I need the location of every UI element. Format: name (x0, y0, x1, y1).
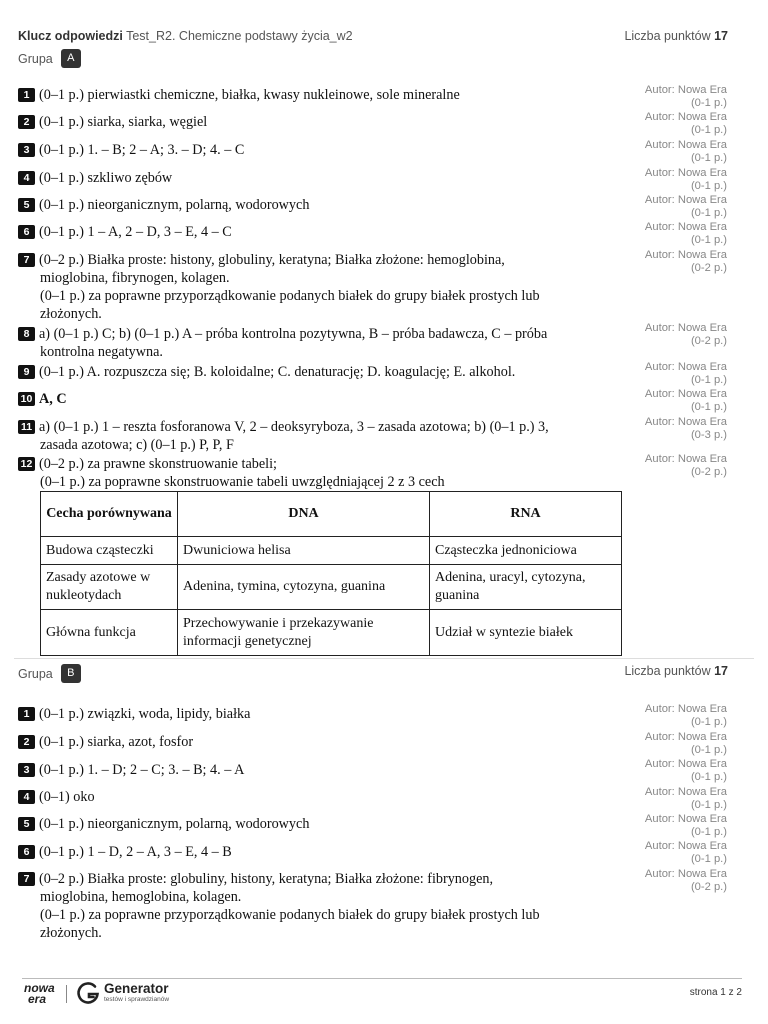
group-a-question-1: 1 (0–1 p.) pierwiastki chemiczne, białka, kwasy nukleinowe, sole mineralne (18, 86, 626, 104)
table-row (41, 537, 622, 565)
group-a-question-11: 11 a) (0–1 p.) 1 – reszta fosforanowa V, 2 – deoksyryboza, 3 – zasada azotowa; b) (0–1 p.) 3, zasada azotowa; c) (0–1 p.) P, P, F (18, 418, 626, 454)
group-b-author-2: Autor: Nowa Era (0-1 p.) (644, 731, 727, 756)
group-a-author-6: Autor: Nowa Era (0-1 p.) (644, 221, 727, 246)
group-b-question-6: 6 (0–1 p.) 1 – D, 2 – A, 3 – E, 4 – B (18, 843, 626, 861)
dna-rna-comparison-table (40, 491, 622, 656)
group-b-author-7: Autor: Nowa Era (0-2 p.) (644, 868, 727, 893)
table-cell: Dwuniciowa helisa (178, 537, 430, 565)
document-header (18, 29, 728, 43)
generator-logo: Generator testów i sprawdzianów (104, 981, 170, 1003)
group-b-author-6: Autor: Nowa Era (0-1 p.) (644, 840, 727, 865)
group-a-author-5: Autor: Nowa Era (0-1 p.) (644, 194, 727, 219)
group-b-author-1: Autor: Nowa Era (0-1 p.) (644, 703, 727, 728)
group-separator (14, 658, 754, 659)
generator-g-icon (76, 981, 100, 1005)
group-a-question-7: 7 (0–2 p.) Białka proste: histony, globuliny, keratyna; Białka złożone: hemoglobina, mioglobina, fibrynogen, kolagen. (0–1 p.) za poprawne przyporządkowanie podanych białek do grupy białek prostych lub złożonych. (18, 251, 626, 323)
group-a-author-12: Autor: Nowa Era (0-2 p.) (644, 453, 727, 478)
group-a-question-2: 2 (0–1 p.) siarka, siarka, węgiel (18, 113, 626, 131)
table-header-cell: DNA (178, 492, 430, 537)
group-a-question-5: 5 (0–1 p.) nieorganicznym, polarną, wodorowych (18, 196, 626, 214)
group-a-question-4: 4 (0–1 p.) szkliwo zębów (18, 169, 626, 187)
group-b-author-5: Autor: Nowa Era (0-1 p.) (644, 813, 727, 838)
table-header-cell: RNA (430, 492, 622, 537)
group-b-points: Liczba punktów 17 (624, 664, 728, 678)
total-points: Liczba punktów 17 (624, 29, 728, 43)
group-b-question-1: 1 (0–1 p.) związki, woda, lipidy, białka (18, 705, 626, 723)
doc-title-bold: Klucz odpowiedzi (18, 29, 123, 43)
group-a-author-7: Autor: Nowa Era (0-2 p.) (644, 249, 727, 274)
table-header-row (41, 492, 622, 537)
group-a-author-1: Autor: Nowa Era (0-1 p.) (644, 84, 727, 109)
group-a-question-9: 9 (0–1 p.) A. rozpuszcza się; B. koloidalne; C. denaturację; D. koagulację; E. alkohol. (18, 363, 626, 381)
table-cell: Adenina, tymina, cytozyna, guanina (178, 565, 430, 610)
table-cell: Główna funkcja (41, 610, 178, 656)
table-cell: Budowa cząsteczki (41, 537, 178, 565)
group-a-question-8: 8 a) (0–1 p.) C; b) (0–1 p.) A – próba kontrolna pozytywna, B – próba badawcza, C – próba kontrolna negatywna. (18, 325, 626, 361)
group-b-question-5: 5 (0–1 p.) nieorganicznym, polarną, wodorowych (18, 815, 626, 833)
table-cell: Cząsteczka jednoniciowa (430, 537, 622, 565)
group-a-author-8: Autor: Nowa Era (0-2 p.) (644, 322, 727, 347)
footer-divider (22, 978, 742, 979)
group-b-author-4: Autor: Nowa Era (0-1 p.) (644, 786, 727, 811)
group-a-author-3: Autor: Nowa Era (0-1 p.) (644, 139, 727, 164)
group-a-badge: A (61, 49, 81, 68)
group-a-author-4: Autor: Nowa Era (0-1 p.) (644, 167, 727, 192)
group-a-author-11: Autor: Nowa Era (0-3 p.) (644, 416, 727, 441)
group-a-question-12: 12 (0–2 p.) za prawne skonstruowanie tabeli; (0–1 p.) za poprawne skonstruowanie tabeli uwzględniającej 2 z 3 cech (18, 455, 626, 491)
group-a-author-9: Autor: Nowa Era (0-1 p.) (644, 361, 727, 386)
group-a-author-2: Autor: Nowa Era (0-1 p.) (644, 111, 727, 136)
group-b-question-3: 3 (0–1 p.) 1. – D; 2 – C; 3. – B; 4. – A (18, 761, 626, 779)
group-b-question-2: 2 (0–1 p.) siarka, azot, fosfor (18, 733, 626, 751)
table-cell: Adenina, uracyl, cytozyna, guanina (430, 565, 622, 610)
nowa-era-logo: nowa era (24, 981, 55, 1006)
table-cell: Udział w syntezie białek (430, 610, 622, 656)
table-header-cell: Cecha porównywana (41, 492, 178, 537)
group-b-question-4: 4 (0–1) oko (18, 788, 626, 806)
group-a-question-3: 3 (0–1 p.) 1. – B; 2 – A; 3. – D; 4. – C (18, 141, 626, 159)
page-number: strona 1 z 2 (689, 987, 742, 998)
table-cell: Przechowywanie i przekazywanie informacji genetycznej (178, 610, 430, 656)
group-a-label: Grupa A (18, 49, 81, 68)
group-b-label: Grupa B (18, 664, 81, 683)
group-b-question-7: 7 (0–2 p.) Białka proste: globuliny, histony, keratyna; Białka złożone: fibrynogen, mioglobina, hemoglobina, kolagen. (0–1 p.) za poprawne przyporządkowanie podanych białek do grupy białek prostych lub złożonych. (18, 870, 626, 942)
doc-title: Test_R2. Chemiczne podstawy życia_w2 (126, 29, 353, 43)
group-a-question-10: 10 A, C (18, 390, 626, 408)
group-b-author-3: Autor: Nowa Era (0-1 p.) (644, 758, 727, 783)
group-b-badge: B (61, 664, 81, 683)
group-a-author-10: Autor: Nowa Era (0-1 p.) (644, 388, 727, 413)
table-cell: Zasady azotowe w nukleotydach (41, 565, 178, 610)
table-row (41, 610, 622, 656)
table-row (41, 565, 622, 610)
logo-divider (66, 985, 67, 1003)
group-a-question-6: 6 (0–1 p.) 1 – A, 2 – D, 3 – E, 4 – C (18, 223, 626, 241)
